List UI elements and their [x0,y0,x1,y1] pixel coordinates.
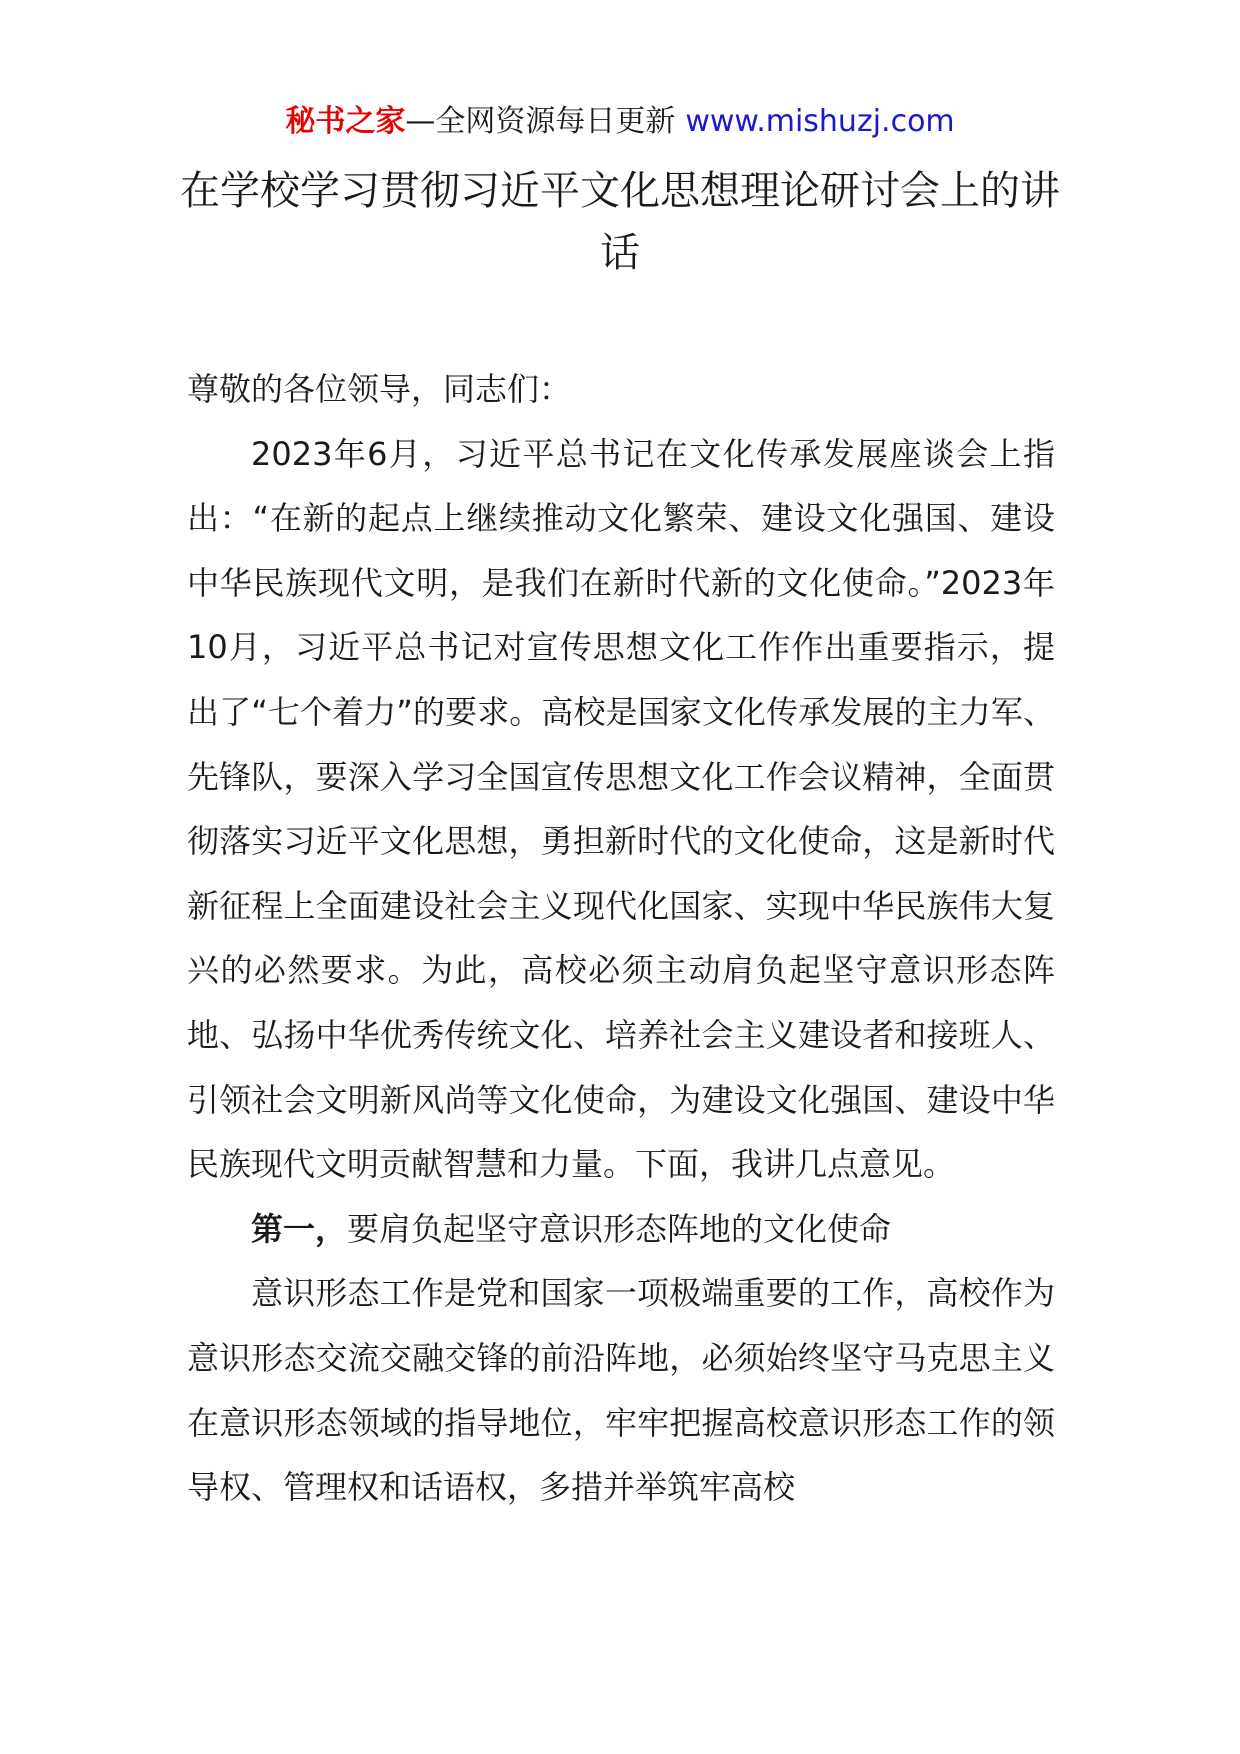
body-paragraph-section-1: 意识形态工作是党和国家一项极端重要的工作，高校作为意识形态交流交融交锋的前沿阵地，必须始终坚守马克思主义在意识形态领域的指导地位，牢牢把握高校意识形态工作的领导权、管理权和话语权，多措并举筑牢高校 [187,1274,1055,1507]
body-paragraph-intro: 2023年6月，习近平总书记在文化传承发展座谈会上指出：“在新的起点上继续推动文化繁荣、建设文化强国、建设中华民族现代文明，是我们在新时代新的文化使命。”2023年10月，习近平总书记对宣传思想文化工作作出重要指示，提出了“七个着力”的要求。高校是国家文化传承发展的主力军、先锋队，要深入学习全国宣传思想文化工作会议精神，全面贯彻落实习近平文化思想，勇担新时代的文化使命，这是新时代新征程上全面建设社会主义现代化国家、实现中华民族伟大复兴的必然要求。为此，高校必须主动肩负起坚守意识形态阵地、弘扬中华优秀传统文化、培养社会主义建设者和接班人、引领社会文明新风尚等文化使命，为建设文化强国、建设中华民族现代文明贡献智慧和力量。下面，我讲几点意见。 [187,434,1055,1184]
document-title: 在学校学习贯彻习近平文化思想理论研讨会上的讲话 [180,168,1060,276]
salutation: 尊敬的各位领导，同志们： [187,370,572,408]
section-heading-text: 要肩负起坚守意识形态阵地的文化使命 [347,1209,892,1248]
site-banner [0,100,1240,144]
section-heading-1 [187,1197,1055,1262]
site-url-link[interactable]: www.mishuzj.com [685,104,955,139]
banner-tagline: —全网资源每日更新 [405,104,676,139]
document-body [187,357,1055,1520]
section-ordinal: 第一， [251,1209,348,1248]
brand-name: 秘书之家 [285,104,406,139]
